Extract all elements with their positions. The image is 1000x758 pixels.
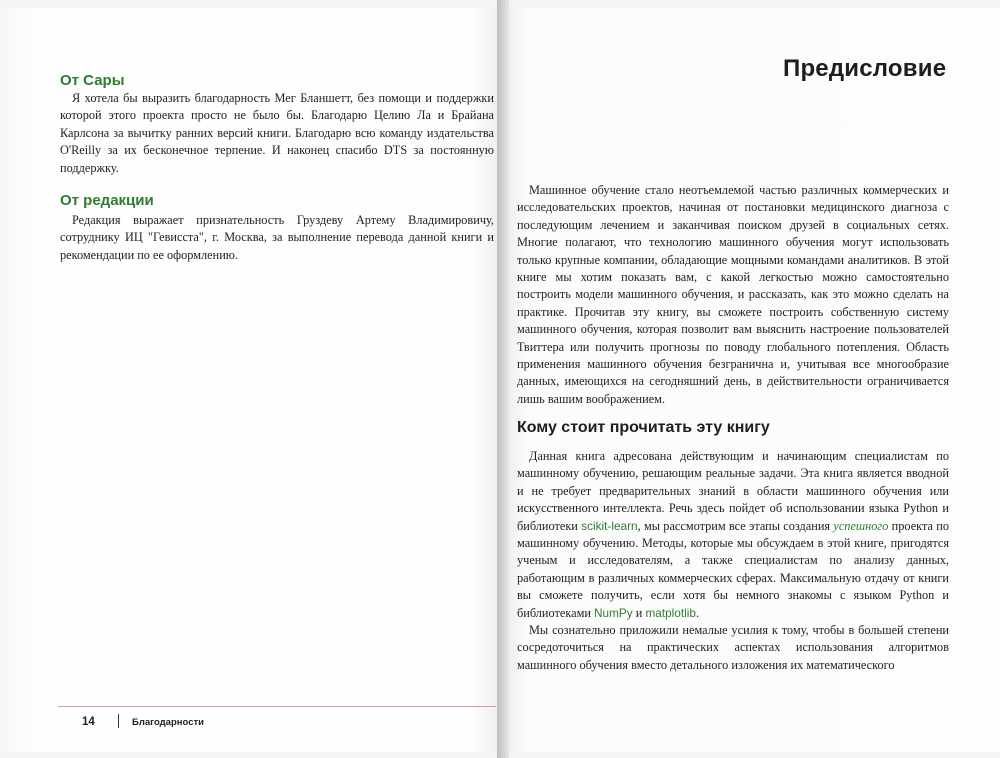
chapter-title: Предисловие bbox=[783, 55, 947, 82]
library-name-scikit-learn: scikit-learn bbox=[581, 518, 638, 533]
emphasis-word: успешного bbox=[833, 518, 889, 533]
footer-separator bbox=[118, 714, 119, 728]
page-number: 14 bbox=[82, 716, 95, 728]
section-heading-ot-redaktsii: От редакции bbox=[60, 192, 154, 209]
section-heading-audience: Кому стоит прочитать эту книгу bbox=[517, 419, 770, 436]
library-name-numpy: NumPy bbox=[594, 605, 633, 620]
book-gutter bbox=[497, 0, 509, 758]
text-run: , мы рассмотрим все этапы создания bbox=[637, 518, 834, 533]
approach-paragraph: Мы сознательно приложили немалые усилия к тому, чтобы в большей степени сосредоточиться на практических аспектах использования алгоритмов машинного обучения вместо детального изложения их математического bbox=[517, 623, 949, 672]
text-run: Данная книга адресована действующим и начинающим специалистам по машинному обучению, решающим реальные задачи. Эта книга является вводной и не требует предварительных знаний в области машинного обучения или искусственного интеллекта. Речь здесь пойдет об использовании языка Python и библиотеки bbox=[517, 449, 949, 533]
intro-paragraph: Машинное обучение стало неотъемлемой частью различных коммерческих и исследовательских проектов, начиная от постановки медицинского диагноза с последующим лечением и заканчивая поиском друзей в социальных сетях. Многие полагают, что технологию машинного обучения могут использовать только крупные компании, обладающие мощными командами аналитиков. В этой книге мы хотим показать вам, с какой легкостью можно самостоятельно построить модели машинного обучения, и рассказать, как это можно сделать на практике. Прочитав эту книгу, вы сможете построить собственную систему машинного обучения, которая позволит вам выяснить настроение пользователей Твиттера или получить прогнозы по поводу глобального потепления. Область применения машинного обучения безгранична и, учитывая все многообразие данных, имеющихся на сегодняшний день, в действительности ограничивается лишь вашим воображением. bbox=[517, 183, 949, 406]
running-title: Благодарности bbox=[132, 717, 204, 728]
acknowledgement-paragraph-sara: Я хотела бы выразить благодарность Мег Бланшетт, без помощи и поддержки которой этого проекта просто не было бы. Благодарю Целию Ла и Брайана Карлсона за вычитку ранних версий книги. Благодарю всю команду издательства O'Reilly за их бесконечное терпение. И наконец спасибо DTS за постоянную поддержку. bbox=[60, 91, 494, 175]
text-run: проекта по машинному обучению. Методы, которые мы обсуждаем в этой книге, пригодятся ученым и исследователям, а также специалистам по анализу данных, работающим в различных коммерческих сферах. Максимальную отдачу от книги вы сможете получить, если хотя бы немного знакомы с языком Python и библиотеками bbox=[517, 518, 949, 620]
editorial-acknowledgement-paragraph: Редакция выражает признательность Груздеву Артему Владимировичу, сотруднику ИЦ "Гевисста", г. Москва, за выполнение перевода данной книги и рекомендации по ее оформлению. bbox=[60, 213, 494, 262]
footer-rule bbox=[58, 706, 496, 707]
text-run: и bbox=[632, 605, 646, 620]
library-name-matplotlib: matplotlib bbox=[645, 605, 696, 620]
text-run: . bbox=[695, 605, 700, 620]
section-heading-ot-sary: От Сары bbox=[60, 72, 125, 89]
audience-paragraph bbox=[517, 448, 949, 622]
